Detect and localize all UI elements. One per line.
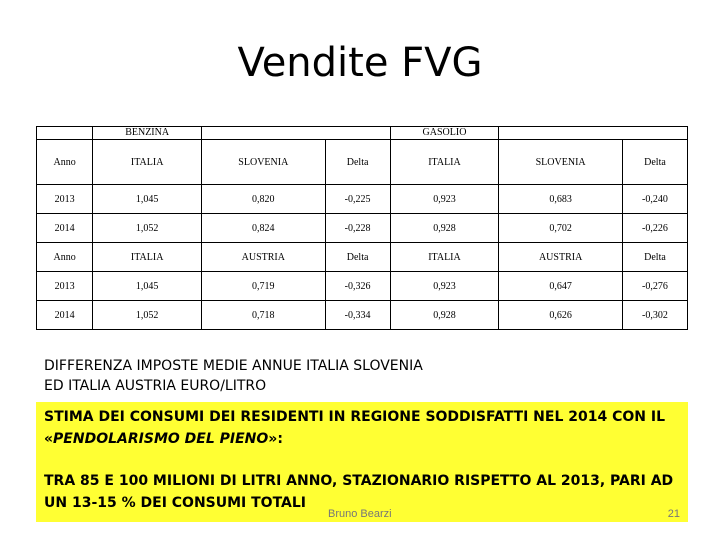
- table-cell: AUSTRIA: [202, 243, 326, 272]
- table-cell: 0,626: [499, 301, 623, 330]
- table-row: [37, 140, 688, 185]
- table-cell: SLOVENIA: [499, 140, 623, 185]
- table-cell: 0,719: [202, 272, 326, 301]
- table-cell: -0,226: [622, 214, 687, 243]
- table-cell: -0,240: [622, 185, 687, 214]
- table-cell: 2014: [37, 214, 93, 243]
- table-cell: -0,326: [325, 272, 390, 301]
- table-cell: Delta: [325, 140, 390, 185]
- stima-consumi-paragraph: [36, 406, 688, 450]
- differenza-line-2: ED ITALIA AUSTRIA EURO/LITRO: [44, 378, 267, 394]
- pendolarismo-italic: PENDOLARISMO DEL PIENO: [53, 431, 269, 447]
- table-cell: [499, 127, 688, 140]
- table-cell: 0,923: [390, 272, 499, 301]
- litri-paragraph: TRA 85 E 100 MILIONI DI LITRI ANNO, STAZIONARIO RISPETTO AL 2013, PARI AD UN 13-15 % DEI CONSUMI TOTALI: [44, 473, 674, 511]
- table-cell: AUSTRIA: [499, 243, 623, 272]
- table-cell: -0,228: [325, 214, 390, 243]
- table-cell: ITALIA: [390, 140, 499, 185]
- table-cell: 0,824: [202, 214, 326, 243]
- table-cell: -0,302: [622, 301, 687, 330]
- table-cell: -0,276: [622, 272, 687, 301]
- table-cell: 2013: [37, 272, 93, 301]
- table-cell: Delta: [622, 140, 687, 185]
- table-cell: Anno: [37, 243, 93, 272]
- table-cell: 0,718: [202, 301, 326, 330]
- table-cell: 0,928: [390, 214, 499, 243]
- sales-table: [36, 126, 688, 330]
- table-cell: 0,683: [499, 185, 623, 214]
- table-cell: 1,045: [93, 185, 202, 214]
- highlight-box: [36, 402, 688, 522]
- table-cell: 1,052: [93, 214, 202, 243]
- table-cell: 1,052: [93, 301, 202, 330]
- table-cell: 1,045: [93, 272, 202, 301]
- table-row: [37, 214, 688, 243]
- table-group-header-row: [37, 127, 688, 140]
- table-cell: ITALIA: [390, 243, 499, 272]
- gasolio-header: GASOLIO: [390, 127, 499, 140]
- table-row: [37, 301, 688, 330]
- table-cell: -0,334: [325, 301, 390, 330]
- table-row: [37, 243, 688, 272]
- table-row: [37, 185, 688, 214]
- stima-text-end: »:: [268, 431, 283, 447]
- table-cell: 2013: [37, 185, 93, 214]
- benzina-header: BENZINA: [93, 127, 202, 140]
- table-cell: Delta: [325, 243, 390, 272]
- table-cell: 0,928: [390, 301, 499, 330]
- stima-text-start: STIMA DEI CONSUMI DEI RESIDENTI IN REGIONE SODDISFATTI NEL 2014 CON IL «: [44, 409, 665, 447]
- table-cell: Anno: [37, 140, 93, 185]
- table-cell: [37, 127, 93, 140]
- table-cell: 0,702: [499, 214, 623, 243]
- differenza-imposte-text: [44, 356, 684, 396]
- page-number: 21: [667, 508, 680, 520]
- table-cell: -0,225: [325, 185, 390, 214]
- table-row: [37, 272, 688, 301]
- table-cell: ITALIA: [93, 243, 202, 272]
- slide-title: Vendite FVG: [237, 40, 483, 86]
- footer-author: Bruno Bearzi: [328, 508, 392, 520]
- table-cell: [202, 127, 391, 140]
- differenza-line-1: DIFFERENZA IMPOSTE MEDIE ANNUE ITALIA SLOVENIA: [44, 358, 423, 374]
- table-cell: 0,820: [202, 185, 326, 214]
- table-cell: ITALIA: [93, 140, 202, 185]
- table-cell: 2014: [37, 301, 93, 330]
- table-cell: 0,923: [390, 185, 499, 214]
- table-cell: Delta: [622, 243, 687, 272]
- table-cell: SLOVENIA: [202, 140, 326, 185]
- table-cell: 0,647: [499, 272, 623, 301]
